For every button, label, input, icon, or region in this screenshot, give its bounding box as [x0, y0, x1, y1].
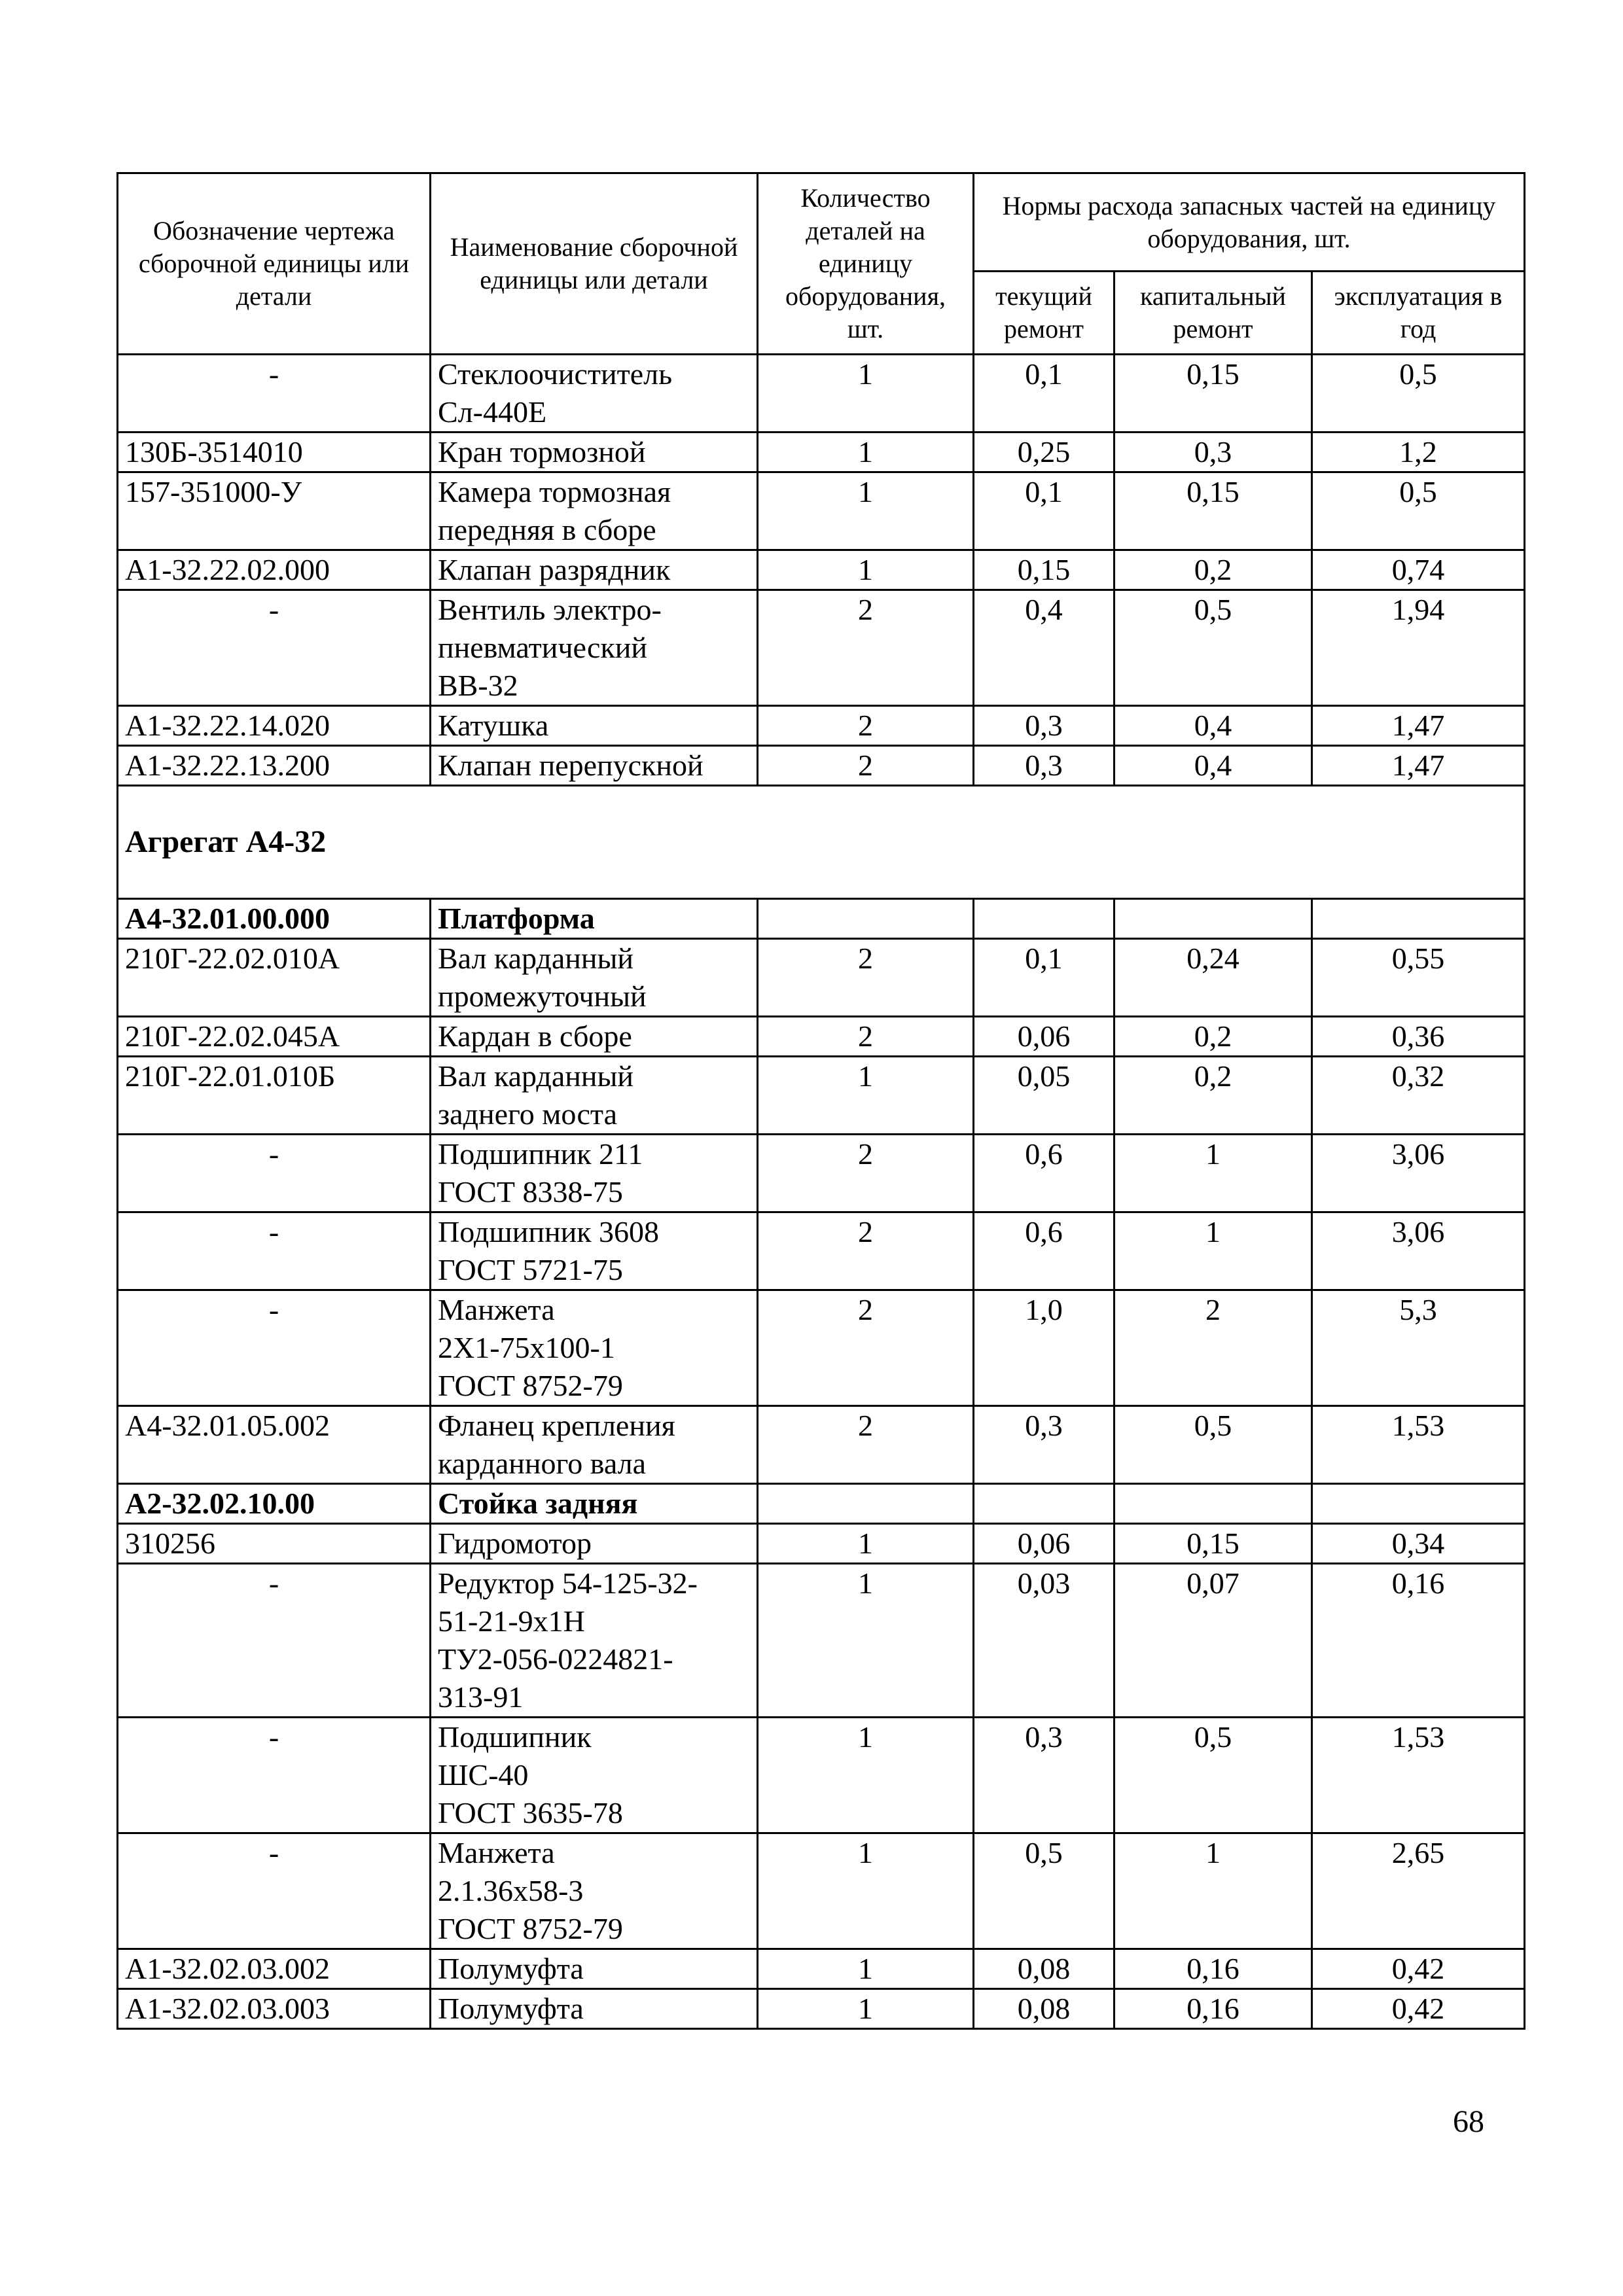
- group-empty-cell: [974, 899, 1115, 939]
- capital-repair-cell: 0,15: [1115, 355, 1312, 433]
- code-cell: -: [118, 1135, 431, 1212]
- header-quantity: Количество деталей на единицу оборудования, шт.: [758, 173, 974, 355]
- operation-cell: 0,5: [1312, 472, 1525, 550]
- operation-cell: 1,47: [1312, 746, 1525, 786]
- spare-parts-table: [116, 172, 1525, 2030]
- quantity-cell: 2: [758, 1017, 974, 1057]
- code-cell: -: [118, 1290, 431, 1406]
- group-empty-cell: [1115, 899, 1312, 939]
- current-repair-cell: 0,25: [974, 433, 1115, 472]
- current-repair-cell: 0,08: [974, 1949, 1115, 1989]
- quantity-cell: 1: [758, 1524, 974, 1564]
- quantity-cell: 2: [758, 706, 974, 746]
- current-repair-cell: 0,4: [974, 590, 1115, 706]
- quantity-cell: 1: [758, 550, 974, 590]
- group-code: А2-32.02.10.00: [118, 1484, 431, 1524]
- table-row: [118, 1135, 1525, 1212]
- code-cell: А1-32.22.14.020: [118, 706, 431, 746]
- header-name: Наименование сборочной единицы или детали: [431, 173, 758, 355]
- current-repair-cell: 0,03: [974, 1564, 1115, 1718]
- table-row: [118, 1212, 1525, 1290]
- name-cell: Камера тормозная передняя в сборе: [431, 472, 758, 550]
- quantity-cell: 1: [758, 355, 974, 433]
- group-name: Стойка задняя: [431, 1484, 758, 1524]
- code-cell: -: [118, 1564, 431, 1718]
- code-cell: 157-351000-У: [118, 472, 431, 550]
- table-row: [118, 1406, 1525, 1484]
- current-repair-cell: 0,5: [974, 1833, 1115, 1949]
- quantity-cell: 2: [758, 1212, 974, 1290]
- quantity-cell: 2: [758, 1406, 974, 1484]
- current-repair-cell: 0,3: [974, 1718, 1115, 1833]
- name-cell: Гидромотор: [431, 1524, 758, 1564]
- group-empty-cell: [1312, 899, 1525, 939]
- quantity-cell: 2: [758, 1290, 974, 1406]
- code-cell: 210Г-22.02.045А: [118, 1017, 431, 1057]
- table-row: [118, 1718, 1525, 1833]
- current-repair-cell: 0,3: [974, 1406, 1115, 1484]
- capital-repair-cell: 0,24: [1115, 939, 1312, 1017]
- operation-cell: 1,53: [1312, 1718, 1525, 1833]
- table-row: [118, 590, 1525, 706]
- current-repair-cell: 0,3: [974, 706, 1115, 746]
- table-row: [118, 939, 1525, 1017]
- table-body-platform: [118, 939, 1525, 1484]
- capital-repair-cell: 0,16: [1115, 1949, 1312, 1989]
- name-cell: Манжета 2Х1-75х100-1 ГОСТ 8752-79: [431, 1290, 758, 1406]
- name-cell: Вал карданный промежуточный: [431, 939, 758, 1017]
- current-repair-cell: 0,08: [974, 1989, 1115, 2029]
- quantity-cell: 1: [758, 1564, 974, 1718]
- group-row-rear-strut: [118, 1484, 1525, 1524]
- header-norms: Нормы расхода запасных частей на единицу оборудования, шт.: [974, 173, 1525, 272]
- current-repair-cell: 0,3: [974, 746, 1115, 786]
- name-cell: Кран тормозной: [431, 433, 758, 472]
- capital-repair-cell: 0,4: [1115, 706, 1312, 746]
- code-cell: -: [118, 590, 431, 706]
- table-row: [118, 1057, 1525, 1135]
- quantity-cell: 1: [758, 472, 974, 550]
- header-current-repair: текущий ремонт: [974, 272, 1115, 355]
- capital-repair-cell: 1: [1115, 1212, 1312, 1290]
- operation-cell: 0,36: [1312, 1017, 1525, 1057]
- table-row: [118, 1949, 1525, 1989]
- table-body-top: [118, 355, 1525, 786]
- code-cell: -: [118, 355, 431, 433]
- name-cell: Стеклоочиститель Сл-440Е: [431, 355, 758, 433]
- operation-cell: 2,65: [1312, 1833, 1525, 1949]
- operation-cell: 0,42: [1312, 1949, 1525, 1989]
- group-empty-cell: [758, 899, 974, 939]
- table-row: [118, 433, 1525, 472]
- capital-repair-cell: 0,16: [1115, 1989, 1312, 2029]
- code-cell: А1-32.22.13.200: [118, 746, 431, 786]
- quantity-cell: 2: [758, 939, 974, 1017]
- capital-repair-cell: 0,5: [1115, 1718, 1312, 1833]
- current-repair-cell: 1,0: [974, 1290, 1115, 1406]
- table-row: [118, 1564, 1525, 1718]
- operation-cell: 1,94: [1312, 590, 1525, 706]
- quantity-cell: 2: [758, 590, 974, 706]
- group-name: Платформа: [431, 899, 758, 939]
- code-cell: А1-32.02.03.002: [118, 1949, 431, 1989]
- capital-repair-cell: 0,2: [1115, 1017, 1312, 1057]
- code-cell: А1-32.22.02.000: [118, 550, 431, 590]
- quantity-cell: 1: [758, 433, 974, 472]
- operation-cell: 0,5: [1312, 355, 1525, 433]
- table-row: [118, 1290, 1525, 1406]
- operation-cell: 1,53: [1312, 1406, 1525, 1484]
- capital-repair-cell: 0,4: [1115, 746, 1312, 786]
- capital-repair-cell: 0,2: [1115, 550, 1312, 590]
- code-cell: А1-32.02.03.003: [118, 1989, 431, 2029]
- name-cell: Вал карданный заднего моста: [431, 1057, 758, 1135]
- capital-repair-cell: 0,15: [1115, 1524, 1312, 1564]
- quantity-cell: 1: [758, 1718, 974, 1833]
- table-body-rear-strut: [118, 1524, 1525, 2029]
- name-cell: Манжета 2.1.36х58-3 ГОСТ 8752-79: [431, 1833, 758, 1949]
- name-cell: Вентиль электро- пневматический ВВ-32: [431, 590, 758, 706]
- capital-repair-cell: 1: [1115, 1833, 1312, 1949]
- current-repair-cell: 0,1: [974, 355, 1115, 433]
- operation-cell: 0,16: [1312, 1564, 1525, 1718]
- operation-cell: 3,06: [1312, 1212, 1525, 1290]
- table-row: [118, 472, 1525, 550]
- name-cell: Подшипник 211 ГОСТ 8338-75: [431, 1135, 758, 1212]
- name-cell: Подшипник ШС-40 ГОСТ 3635-78: [431, 1718, 758, 1833]
- name-cell: Полумуфта: [431, 1989, 758, 2029]
- capital-repair-cell: 0,5: [1115, 590, 1312, 706]
- header-code: Обозначение чертежа сборочной единицы или детали: [118, 173, 431, 355]
- code-cell: -: [118, 1833, 431, 1949]
- group-empty-cell: [1115, 1484, 1312, 1524]
- current-repair-cell: 0,1: [974, 472, 1115, 550]
- current-repair-cell: 0,6: [974, 1212, 1115, 1290]
- capital-repair-cell: 0,07: [1115, 1564, 1312, 1718]
- section-title: Агрегат А4-32: [118, 786, 1525, 899]
- name-cell: Подшипник 3608 ГОСТ 5721-75: [431, 1212, 758, 1290]
- name-cell: Кардан в сборе: [431, 1017, 758, 1057]
- capital-repair-cell: 0,5: [1115, 1406, 1312, 1484]
- name-cell: Фланец крепления карданного вала: [431, 1406, 758, 1484]
- section-row: [118, 786, 1525, 899]
- name-cell: Катушка: [431, 706, 758, 746]
- code-cell: А4-32.01.05.002: [118, 1406, 431, 1484]
- group-code: А4-32.01.00.000: [118, 899, 431, 939]
- code-cell: 210Г-22.02.010А: [118, 939, 431, 1017]
- table-row: [118, 355, 1525, 433]
- table-row: [118, 1524, 1525, 1564]
- code-cell: -: [118, 1212, 431, 1290]
- code-cell: -: [118, 1718, 431, 1833]
- table-row: [118, 746, 1525, 786]
- capital-repair-cell: 0,3: [1115, 433, 1312, 472]
- quantity-cell: 1: [758, 1949, 974, 1989]
- page-number: 68: [1453, 2104, 1484, 2139]
- operation-cell: 0,74: [1312, 550, 1525, 590]
- operation-cell: 0,34: [1312, 1524, 1525, 1564]
- current-repair-cell: 0,06: [974, 1524, 1115, 1564]
- table-row: [118, 550, 1525, 590]
- name-cell: Полумуфта: [431, 1949, 758, 1989]
- quantity-cell: 1: [758, 1989, 974, 2029]
- operation-cell: 0,55: [1312, 939, 1525, 1017]
- code-cell: 210Г-22.01.010Б: [118, 1057, 431, 1135]
- quantity-cell: 2: [758, 746, 974, 786]
- operation-cell: 0,42: [1312, 1989, 1525, 2029]
- group-empty-cell: [974, 1484, 1115, 1524]
- operation-cell: 0,32: [1312, 1057, 1525, 1135]
- current-repair-cell: 0,15: [974, 550, 1115, 590]
- header-capital-repair: капитальный ремонт: [1115, 272, 1312, 355]
- capital-repair-cell: 0,2: [1115, 1057, 1312, 1135]
- header-operation-year: эксплуатация в год: [1312, 272, 1525, 355]
- capital-repair-cell: 0,15: [1115, 472, 1312, 550]
- name-cell: Редуктор 54-125-32- 51-21-9х1Н ТУ2-056-0224821- 313-91: [431, 1564, 758, 1718]
- current-repair-cell: 0,05: [974, 1057, 1115, 1135]
- group-row-platform: [118, 899, 1525, 939]
- group-empty-cell: [758, 1484, 974, 1524]
- operation-cell: 3,06: [1312, 1135, 1525, 1212]
- group-empty-cell: [1312, 1484, 1525, 1524]
- capital-repair-cell: 2: [1115, 1290, 1312, 1406]
- current-repair-cell: 0,1: [974, 939, 1115, 1017]
- operation-cell: 5,3: [1312, 1290, 1525, 1406]
- current-repair-cell: 0,06: [974, 1017, 1115, 1057]
- quantity-cell: 2: [758, 1135, 974, 1212]
- group-block-2: [118, 1484, 1525, 1524]
- current-repair-cell: 0,6: [974, 1135, 1115, 1212]
- operation-cell: 1,2: [1312, 433, 1525, 472]
- table-row: [118, 706, 1525, 746]
- table-row: [118, 1989, 1525, 2029]
- code-cell: 310256: [118, 1524, 431, 1564]
- table-row: [118, 1017, 1525, 1057]
- code-cell: 130Б-3514010: [118, 433, 431, 472]
- operation-cell: 1,47: [1312, 706, 1525, 746]
- section-block: [118, 786, 1525, 939]
- name-cell: Клапан перепускной: [431, 746, 758, 786]
- quantity-cell: 1: [758, 1833, 974, 1949]
- table-row: [118, 1833, 1525, 1949]
- name-cell: Клапан разрядник: [431, 550, 758, 590]
- capital-repair-cell: 1: [1115, 1135, 1312, 1212]
- quantity-cell: 1: [758, 1057, 974, 1135]
